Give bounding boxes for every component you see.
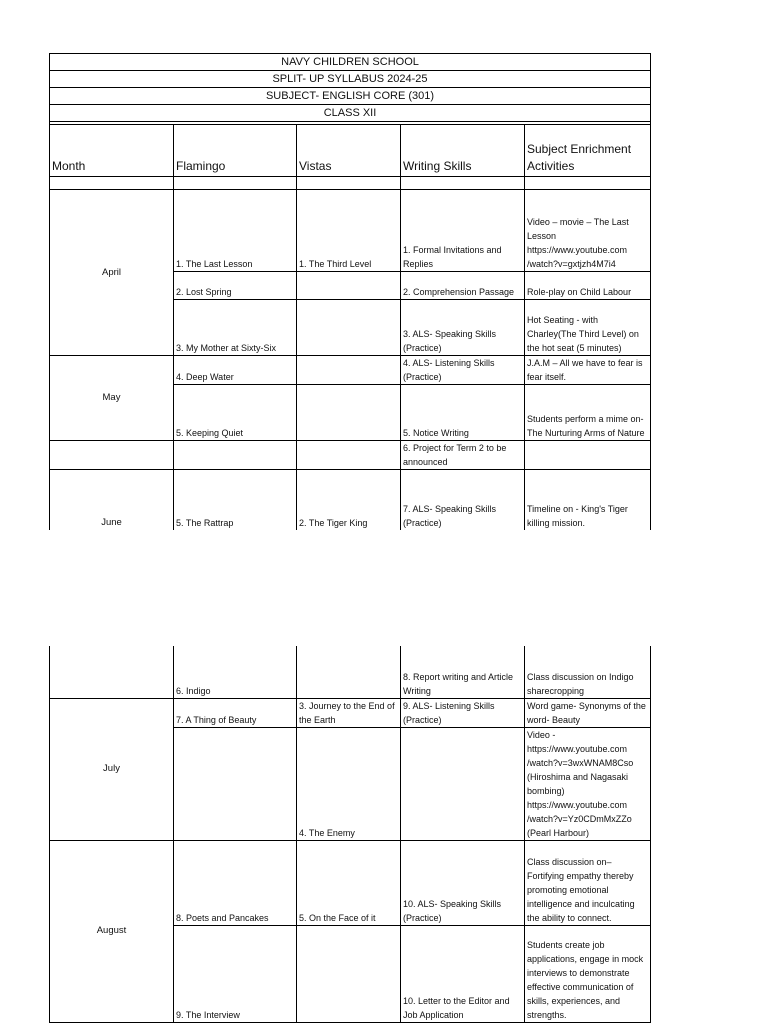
vistas-cell <box>297 385 401 441</box>
activity-cell: Class discussion on– Fortifying empathy thereby promoting emotional intelligence and inculcating the ability to connect. <box>525 840 651 925</box>
vistas-cell: 4. The Enemy <box>297 727 401 840</box>
col-header-vistas: Vistas <box>297 125 401 177</box>
writing-cell: 10. ALS- Speaking Skills (Practice) <box>401 840 525 925</box>
flamingo-cell: 2. Lost Spring <box>174 272 297 300</box>
table-row <box>50 646 651 698</box>
flamingo-cell <box>174 727 297 840</box>
writing-cell: 1. Formal Invitations and Replies <box>401 190 525 272</box>
month-may: May <box>50 356 174 441</box>
spacer-cell <box>174 177 297 190</box>
syllabus-table-page-2 <box>49 646 651 1023</box>
flamingo-cell: 8. Poets and Pancakes <box>174 840 297 925</box>
vistas-cell <box>297 646 401 698</box>
vistas-cell <box>297 356 401 385</box>
empty-cell <box>297 441 401 470</box>
class-title: CLASS XII <box>50 105 651 122</box>
writing-cell <box>401 727 525 840</box>
activity-cell: Students create job applications, engage in mock interviews to demonstrate effective communication of skills, experiences, and strengths. <box>525 925 651 1022</box>
writing-cell: 3. ALS- Speaking Skills (Practice) <box>401 300 525 356</box>
activity-cell: Word game- Synonyms of the word- Beauty <box>525 698 651 727</box>
flamingo-cell: 1. The Last Lesson <box>174 190 297 272</box>
month-august: August <box>50 840 174 1022</box>
vistas-cell: 5. On the Face of it <box>297 840 401 925</box>
flamingo-cell: 5. The Rattrap <box>174 470 297 530</box>
vistas-cell <box>297 300 401 356</box>
spacer-cell <box>297 177 401 190</box>
flamingo-cell: 3. My Mother at Sixty-Six <box>174 300 297 356</box>
flamingo-cell: 6. Indigo <box>174 646 297 698</box>
flamingo-cell: 4. Deep Water <box>174 356 297 385</box>
flamingo-cell: 7. A Thing of Beauty <box>174 698 297 727</box>
subject-title: SUBJECT- ENGLISH CORE (301) <box>50 88 651 105</box>
activity-cell: J.A.M – All we have to fear is fear itself. <box>525 356 651 385</box>
activity-cell: Students perform a mime on- The Nurturing Arms of Nature <box>525 385 651 441</box>
activity-cell: Video – movie – The Last Lesson https://www.youtube.com /watch?v=gxtjzh4M7i4 <box>525 190 651 272</box>
syllabus-table-page-1 <box>49 53 651 530</box>
activity-cell: Timeline on - King's Tiger killing mission. <box>525 470 651 530</box>
writing-cell: 10. Letter to the Editor and Job Application <box>401 925 525 1022</box>
activity-cell: Class discussion on Indigo sharecropping <box>525 646 651 698</box>
vistas-cell: 1. The Third Level <box>297 190 401 272</box>
activity-cell: Hot Seating - with Charley(The Third Level) on the hot seat (5 minutes) <box>525 300 651 356</box>
empty-month-cell <box>50 646 174 698</box>
spacer-cell <box>525 177 651 190</box>
col-header-activities: Subject Enrichment Activities <box>525 125 651 177</box>
table-row <box>50 441 651 470</box>
writing-cell: 4. ALS- Listening Skills (Practice) <box>401 356 525 385</box>
table-row <box>50 190 651 272</box>
table-row <box>50 470 651 530</box>
writing-cell: 9. ALS- Listening Skills (Practice) <box>401 698 525 727</box>
school-name: NAVY CHILDREN SCHOOL <box>50 54 651 71</box>
flamingo-cell: 9. The Interview <box>174 925 297 1022</box>
month-april: April <box>50 190 174 356</box>
vistas-cell: 3. Journey to the End of the Earth <box>297 698 401 727</box>
table-row <box>50 698 651 727</box>
col-header-flamingo: Flamingo <box>174 125 297 177</box>
writing-cell: 2. Comprehension Passage <box>401 272 525 300</box>
vistas-cell <box>297 925 401 1022</box>
month-july: July <box>50 698 174 840</box>
col-header-month: Month <box>50 125 174 177</box>
empty-cell <box>174 441 297 470</box>
vistas-cell: 2. The Tiger King <box>297 470 401 530</box>
activity-cell: Video - https://www.youtube.com /watch?v=3wxWNAM8Cso (Hiroshima and Nagasaki bombing) https://www.youtube.com /watch?v=Yz0CDmMxZZo (Pearl Harbour) <box>525 727 651 840</box>
empty-cell <box>50 441 174 470</box>
spacer-cell <box>50 177 174 190</box>
writing-cell: 5. Notice Writing <box>401 385 525 441</box>
table-row <box>50 356 651 385</box>
activity-cell: Role-play on Child Labour <box>525 272 651 300</box>
flamingo-cell: 5. Keeping Quiet <box>174 385 297 441</box>
spacer-cell <box>401 177 525 190</box>
syllabus-title: SPLIT- UP SYLLABUS 2024-25 <box>50 71 651 88</box>
vistas-cell <box>297 272 401 300</box>
writing-cell: 6. Project for Term 2 to be announced <box>401 441 525 470</box>
table-row <box>50 840 651 925</box>
empty-cell <box>525 441 651 470</box>
col-header-writing: Writing Skills <box>401 125 525 177</box>
writing-cell: 8. Report writing and Article Writing <box>401 646 525 698</box>
month-june: June <box>50 470 174 530</box>
writing-cell: 7. ALS- Speaking Skills (Practice) <box>401 470 525 530</box>
